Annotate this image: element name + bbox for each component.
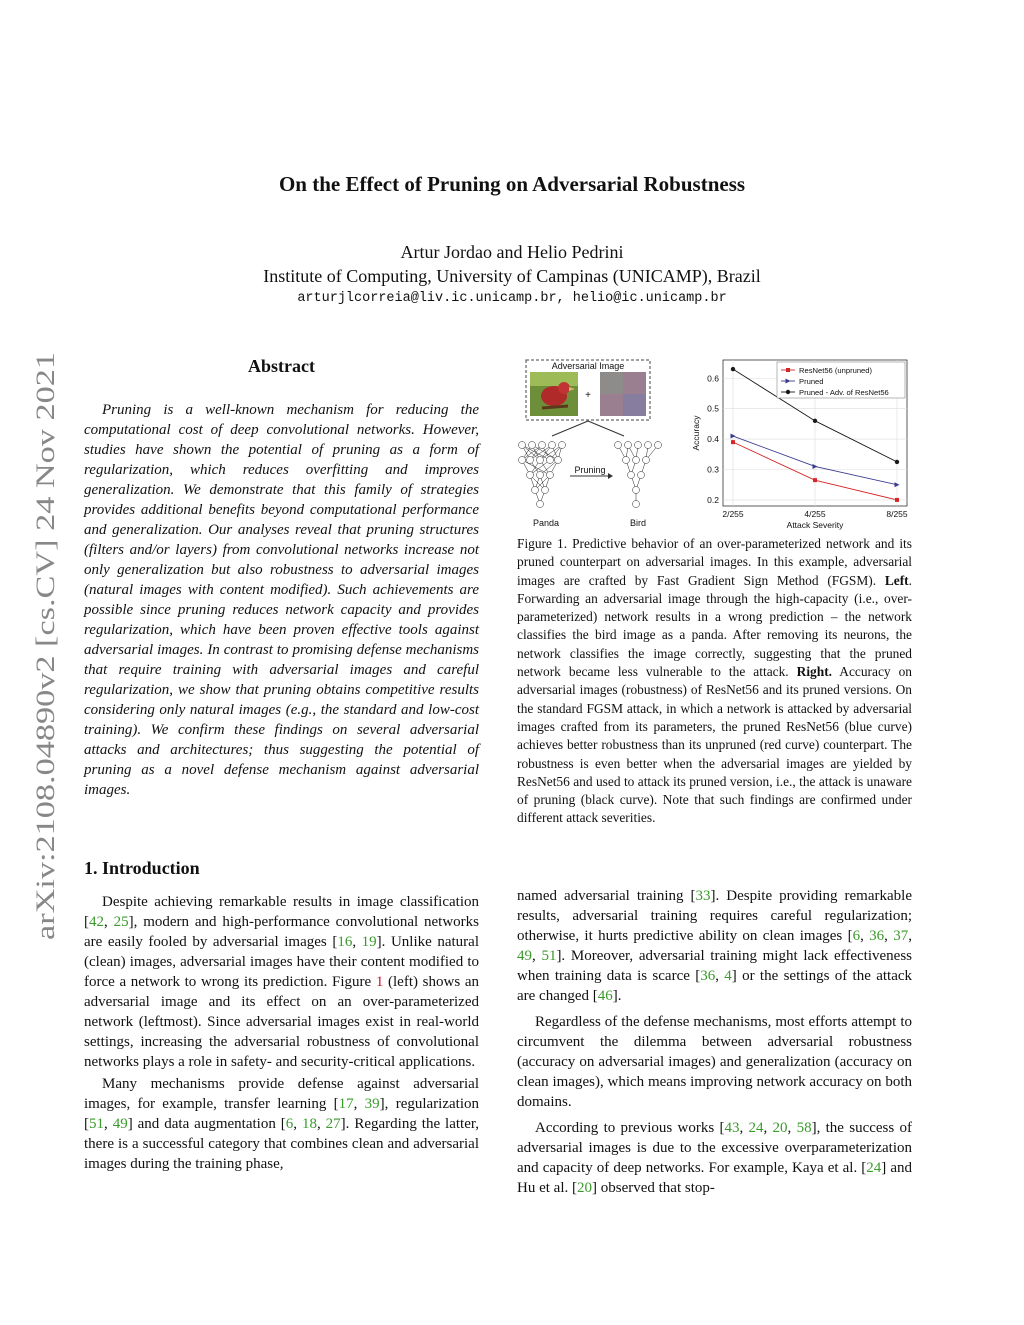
data-point <box>813 419 817 423</box>
citation-link[interactable]: 27 <box>325 1116 341 1132</box>
pruning-diagram <box>512 356 662 534</box>
text-run: ] and data augmentation [ <box>127 1116 286 1132</box>
y-tick-label: 0.2 <box>707 494 719 505</box>
dense-network <box>519 442 566 508</box>
citation-link[interactable]: 51 <box>541 948 557 964</box>
text-run: ]. Despite providing remarkable results, adversarial training requires careful regularization; otherwise, it hurts predictive ability on clean images [ <box>517 888 912 944</box>
intro-paragraph-2 <box>84 1074 479 1174</box>
caption-text: Accuracy on adversarial images (robustness) of ResNet56 and its pruned versions. On the standard FGSM attack, in which a network is attacked by adversarial images crafted from its parameters, the pruned ResNet56 (blue curve) achieves better robustness than its unpruned (red curve) counterpart. The robustness is even better when the adversarial images are yielded by ResNet56 and used to attack its pruned version, i.e., the attack is unaware of pruning (black curve). Note that such findings are confirmed under different attack severities. <box>517 664 913 826</box>
text-run: , <box>860 928 870 944</box>
citation-link[interactable]: 51 <box>89 1116 104 1132</box>
data-point <box>731 440 735 444</box>
text-run: , <box>787 1120 797 1136</box>
citation-link[interactable]: 24 <box>866 1160 882 1176</box>
legend-label: ResNet56 (unpruned) <box>799 366 873 375</box>
citation-link[interactable]: 58 <box>796 1120 812 1136</box>
paper-title: On the Effect of Pruning on Adversarial Robustness <box>278 172 746 196</box>
legend-marker <box>786 368 790 372</box>
pruned-network <box>615 442 662 508</box>
arrow-to-right-net <box>588 421 624 436</box>
data-point <box>731 367 735 371</box>
citation-link[interactable]: 46 <box>597 988 613 1004</box>
caption-text: . Forwarding an adversarial image through the high-capacity (i.e., over-parameterized) network results in a wrong prediction – the network classifies the bird image as a panda. After removing its neurons, the network classifies the image correctly, suggesting that the pruned network became less vulnerable to the attack. <box>517 572 912 680</box>
text-run: named adversarial training [ <box>517 888 696 904</box>
caption-text: Figure 1. Predictive behavior of an over-parameterized network and its pruned counterpart on adversarial images. In this example, adversarial images are crafted by Fast Gradient Sign Method (FGSM). <box>517 536 912 588</box>
citation-link[interactable]: 18 <box>301 1116 317 1132</box>
text-run: ], the success of adversarial images is due to the excessive overparameterization and capacity of deep networks. For example, Kaya et al. [ <box>517 1120 913 1176</box>
text-run: , <box>532 948 542 964</box>
data-point <box>813 478 817 482</box>
text-run: ] observed that stop- <box>591 1180 715 1196</box>
accuracy-chart-svg <box>683 356 913 534</box>
text-run: ], modern and high-performance convolutional networks are easily fooled by adversarial images [ <box>84 914 479 950</box>
intro-left-column <box>84 892 479 1174</box>
y-tick-label: 0.3 <box>707 464 719 475</box>
citation-link[interactable]: 39 <box>364 1096 380 1112</box>
affiliation: Institute of Computing, University of Campinas (UNICAMP), Brazil <box>263 266 761 286</box>
citation-link[interactable]: 20 <box>772 1120 788 1136</box>
bird-image <box>530 372 578 416</box>
citation-link[interactable]: 43 <box>724 1120 740 1136</box>
x-tick-label: 2/255 <box>722 509 744 519</box>
citation-link[interactable]: 20 <box>576 1180 592 1196</box>
abstract-heading: Abstract <box>248 356 315 376</box>
citation-link[interactable]: 36 <box>700 968 716 984</box>
pruning-diagram-svg <box>512 356 662 534</box>
text-run: , <box>884 928 894 944</box>
text-run: Despite achieving remarkable results in image classification [ <box>84 894 479 930</box>
author-block <box>0 240 1024 288</box>
figure-reference-link[interactable]: 1 <box>375 974 384 990</box>
data-point <box>895 460 899 464</box>
plus-sign: + <box>585 390 591 401</box>
right-paragraph-3 <box>517 1118 912 1198</box>
citation-link[interactable]: 42 <box>89 914 104 930</box>
text-run: ] and Hu et al. [ <box>517 1160 912 1196</box>
citation-link[interactable]: 25 <box>113 914 129 930</box>
x-axis-label: Attack Severity <box>786 520 844 530</box>
text-run: According to previous works [ <box>535 1120 725 1136</box>
legend-marker <box>786 390 790 394</box>
citation-link[interactable]: 19 <box>361 934 377 950</box>
text-run: , <box>739 1120 749 1136</box>
bird-label: Bird <box>629 518 647 528</box>
citation-link[interactable]: 6 <box>852 928 861 944</box>
accuracy-chart <box>683 356 913 534</box>
noise-image <box>600 372 646 416</box>
caption-left-label: Left <box>884 572 909 588</box>
panda-label: Panda <box>532 518 560 528</box>
text-run: , <box>763 1120 773 1136</box>
text-run: (left) shows an adversarial image and its effect on an over-parameterized network (leftmost). Since adversarial images exist in real-world settings, increasing the adversarial robustness of convolutional networks plays a role in safety- and security-critical applications. <box>84 974 479 1070</box>
y-tick-label: 0.5 <box>707 403 719 414</box>
text-run: ], regularization [ <box>84 1096 479 1132</box>
section-heading-introduction: 1. Introduction <box>84 858 200 878</box>
text-run: ]. Unlike natural (clean) images, adversarial images have their content modified to force a network to wrong its prediction. Figure <box>84 934 479 990</box>
authors: Artur Jordao and Helio Pedrini <box>400 242 624 262</box>
citation-link[interactable]: 49 <box>112 1116 128 1132</box>
x-tick-label: 8/255 <box>886 509 908 519</box>
right-paragraph-2: Regardless of the defense mechanisms, most efforts attempt to circumvent the dilemma between adversarial robustness (accuracy on adversarial images) and generalization (accuracy on clean images), which means improving network accuracy on both domains. <box>517 1014 912 1110</box>
citation-link[interactable]: 33 <box>695 888 711 904</box>
citation-link[interactable]: 24 <box>748 1120 764 1136</box>
citation-link[interactable]: 6 <box>285 1116 294 1132</box>
text-run: , <box>293 1116 302 1132</box>
text-run: ]. Regarding the latter, there is a successful category that combines clean and adversarial images during the training phase, <box>84 1116 480 1172</box>
legend-label: Pruned <box>799 377 824 386</box>
x-tick-label: 4/255 <box>804 509 826 519</box>
adversarial-image-label: Adversarial Image <box>551 361 625 371</box>
text-run: , <box>908 928 912 944</box>
text-run: ]. <box>612 988 622 1004</box>
text-run: , <box>353 1096 365 1112</box>
abstract-text: Pruning is a well-known mechanism for reducing the computational cost of deep convolutional networks. However, studies have shown the potential of pruning as a form of regularization, which reduces overfitting and improves generalization. We demonstrate that this family of strategies provides additional benefits beyond computational performance and generalization. Our analyses reveal that pruning structures (filters and/or layers) from convolutional networks increase not only generalization but also robustness to adversarial images (natural images with content modified). Such achievements are possible since pruning reduces network capacity and provides regularization, which have been proven effective tools against adversarial images. In contrast to promising defense mechanisms that require training with adversarial images and careful regularization, we show that pruning obtains competitive results considering only natural images (e.g., the standard and low-cost training). We confirm these findings on several adversarial attacks and architectures; thus suggesting the potential of pruning as a novel defense mechanism against adversarial images. <box>84 402 479 798</box>
citation-link[interactable]: 37 <box>893 928 909 944</box>
text-run: ] or the settings of the attack are changed [ <box>517 968 913 1004</box>
citation-link[interactable]: 16 <box>337 934 353 950</box>
pruning-label: Pruning <box>574 465 606 475</box>
arxiv-identifier: arXiv:2108.04890v2 [cs.CV] 24 Nov 2021 <box>31 493 60 940</box>
right-paragraph-1 <box>517 886 912 1006</box>
intro-paragraph-1 <box>84 892 479 1072</box>
data-point <box>895 498 899 502</box>
citation-link[interactable]: 4 <box>724 968 732 984</box>
text-run: , <box>352 934 362 950</box>
legend-label: Pruned - Adv. of ResNet56 <box>799 388 889 397</box>
author-emails: arturjlcorreia@liv.ic.unicamp.br, helio@ic.unicamp.br <box>297 291 727 306</box>
text-run: , <box>715 968 725 984</box>
arrow-to-left-net <box>552 421 588 436</box>
citation-link[interactable]: 36 <box>869 928 885 944</box>
text-run: , <box>316 1116 326 1132</box>
figure-1-caption <box>517 535 912 828</box>
pruning-arrowhead <box>608 473 613 479</box>
arxiv-sidebar <box>28 350 64 942</box>
y-axis-label: Accuracy <box>691 415 701 451</box>
text-run: , <box>104 914 114 930</box>
y-tick-label: 0.4 <box>707 434 719 445</box>
text-run: , <box>104 1116 113 1132</box>
intro-right-column <box>517 886 912 1198</box>
caption-right-label: Right. <box>796 664 832 680</box>
citation-link[interactable]: 49 <box>517 948 532 964</box>
text-run: Many mechanisms provide defense against adversarial images, for example, transfer learning [ <box>84 1076 479 1112</box>
text-run: ]. Moreover, adversarial training might lack effectiveness when training data is scarce [ <box>517 948 912 984</box>
citation-link[interactable]: 17 <box>338 1096 354 1112</box>
y-tick-label: 0.6 <box>707 373 719 384</box>
abstract-body <box>84 400 479 800</box>
